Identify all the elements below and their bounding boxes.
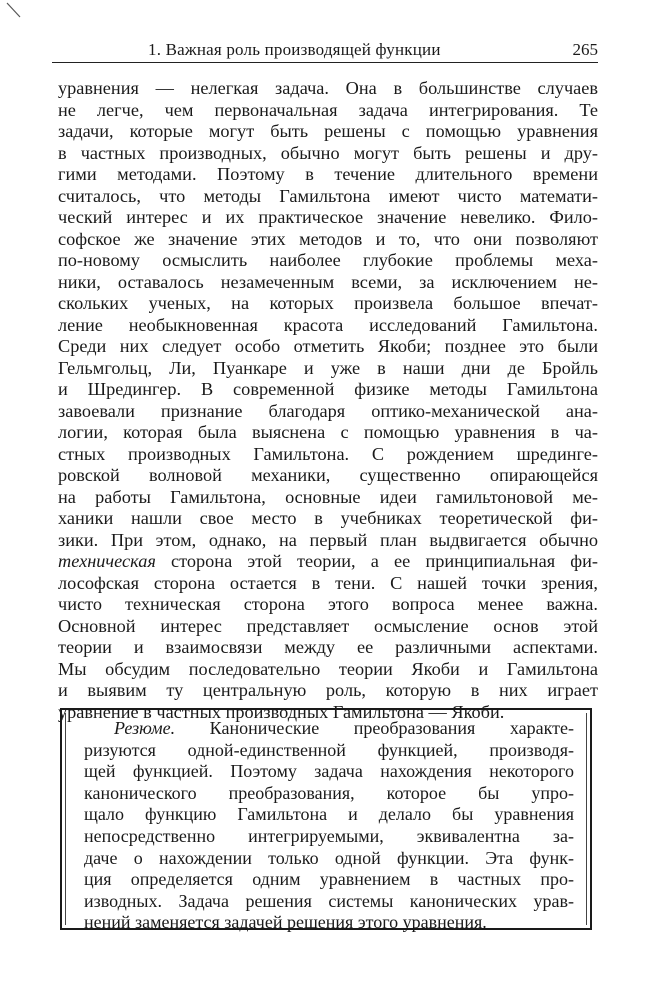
text-line: скольких ученых, на которых произвела большое впечат- [58,293,598,313]
summary-line: изводных. Задача решения системы канонических урав- [84,890,574,911]
text-line: Среди них следует особо отметить Якоби; позднее это были [58,336,598,356]
summary-box [60,708,592,933]
summary-line: канонического преобразования, которое бы упро- [84,782,574,803]
text-line: завоевали признание благодаря оптико-механической ана- [58,400,598,421]
text-line: считалось, что методы Гамильтона имеют чисто математи- [58,185,598,206]
text-segment: Канонические преобразования характе- [175,718,574,738]
text-line: Основной интерес представляет осмысление основ этой [58,615,598,636]
text-line: не легче, чем первоначальная задача интегрирования. Те [58,99,598,120]
summary-line: нений заменяется задачей решения этого уравнения. [84,912,487,933]
summary-line: даче о нахождении только одной функции. Эта функ- [84,847,574,868]
running-title: 1. Важная роль производящей функции [148,40,441,59]
text-line: задачи, которые могут быть решены с помощью уравнения [58,121,598,141]
summary-label: Резюме. [114,718,176,738]
text-line: теории и взаимосвязи между ее различными аспектами. [58,637,598,657]
text-line-with-emphasis [58,551,598,573]
summary-text [84,718,574,934]
text-line: ровской волновой механики, существенно опирающейся [58,465,598,485]
text-line: и выявим ту центральную роль, которую в них играет [58,680,598,700]
text-line: Гельмгольц, Ли, Пуанкаре и уже в наши дни де Бройль [58,357,598,378]
text-line: по-новому осмыслить наиболее глубокие проблемы меха- [58,250,598,270]
text-line: чисто техническая сторона этого вопроса менее важна. [58,594,598,614]
running-head [52,40,598,62]
text-line: и Шредингер. В современной физике методы Гамильтона [58,379,598,399]
page-number: 265 [572,40,598,59]
text-line: ханики нашли свое место в учебниках теоретической фи- [58,508,598,528]
summary-line: щало функцию Гамильтона и делало бы уравнения [84,804,574,825]
page-corner-mark [6,2,24,18]
body-paragraph [58,78,598,723]
emphasized-word: техническая [58,551,156,571]
text-line: уравнения — нелегкая задача. Она в большинстве случаев [58,78,598,98]
text-line: ческий интерес и их практическое значение невелико. Фило- [58,207,598,227]
text-line: стных производных Гамильтона. С рождением шрединге- [58,443,598,464]
text-line: софское же значение этих методов и то, что они позволяют [58,228,598,249]
summary-line: непосредственно интегрируемыми, эквивалентна за- [84,825,574,846]
text-line: лософская сторона остается в тени. С нашей точки зрения, [58,572,598,593]
summary-line: ция определяется одним уравнением в частных про- [84,869,574,890]
text-line: в частных производных, обычно могут быть решены и дру- [58,142,598,163]
text-line: Мы обсудим последовательно теории Якоби и Гамильтона [58,658,598,679]
text-line: ники, оставалось незамеченным всеми, за исключением не- [58,271,598,292]
text-line: уравнение в частных производных Гамильтона — Якоби. [58,701,505,722]
text-line: зики. При этом, однако, на первый план выдвигается обычно [58,529,598,550]
header-rule [52,62,598,63]
text-line: на работы Гамильтона, основные идеи гамильтоновой ме- [58,486,598,507]
summary-line: ризуются одной-единственной функцией, производя- [84,739,574,760]
text-line: ление необыкновенная красота исследований Гамильтона. [58,314,598,335]
text-segment: сторона этой теории, а ее принципиальная фи- [155,551,598,571]
summary-line [84,718,574,740]
summary-line: щей функцией. Поэтому задача нахождения некоторого [84,761,574,782]
text-line: логии, которая была выяснена с помощью уравнения в ча- [58,422,598,442]
text-line: гими методами. Поэтому в течение длительного времени [58,164,598,184]
